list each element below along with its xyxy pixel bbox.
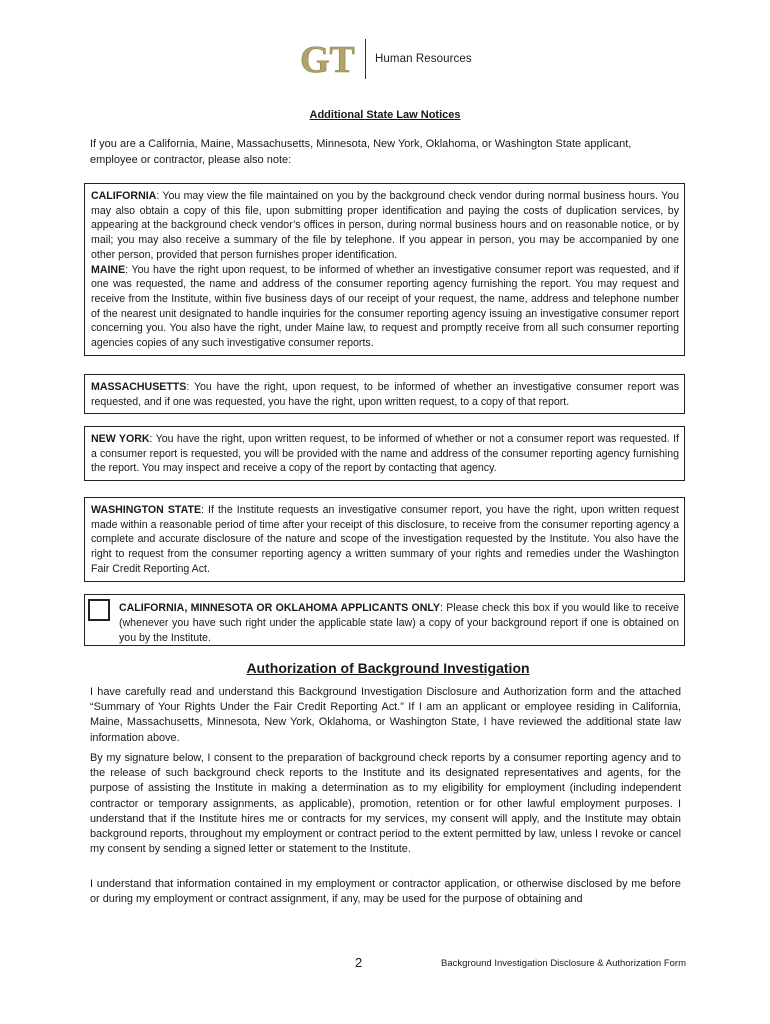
page-header [298, 38, 472, 80]
svg-text:GT: GT [300, 39, 355, 79]
california-maine-notice [84, 183, 685, 356]
footer-form-title: Background Investigation Disclosure & Authorization Form [441, 958, 687, 969]
maine-text: : You have the right upon request, to be informed of whether an investigative consumer report was requested, and if one was requested, the name and address of the consumer reporting agency furnishing the report. You may request and receive from the Institute, within five business days of our receipt of your request, the name, address and telephone number of the nearest unit designated to handle inquiries for the consumer reporting agency issuing an investigative consumer report concerning you. You also have the right, under Maine law, to request and promptly receive from all such consumer reporting agencies copies of any such investigative consumer reports. [91, 263, 679, 350]
new-york-text: : You have the right, upon written request, to be informed of whether or not a consumer report was requested. If a consumer report is requested, you will be provided with the name and address of the consumer reporting agency furnishing the report. You may inspect and receive a copy of the report by contacting that agency. [91, 433, 679, 475]
report-copy-text: : Please check this box if you would like to receive (whenever you have such right under the applicable state law) a copy of your background report if one is obtained on you by the Institute. [119, 602, 679, 644]
massachusetts-text: : You have the right, upon request, to be informed of whether an investigative consumer report was requested, and if one was requested, you have the right, upon written request, to a copy of that report. [91, 381, 679, 408]
washington-text: : If the Institute requests an investigative consumer report, you have the right, upon written request made within a reasonable period of time after your receipt of this disclosure, to receive from the consumer reporting agency a complete and accurate disclosure of the nature and scope of the investigation requested by the Institute. You also have the right to request from the consumer reporting agency a written summary of your rights and remedies under the Washington Fair Credit Reporting Act. [91, 504, 679, 575]
california-label: CALIFORNIA [91, 190, 157, 202]
authorization-title: Authorization of Background Investigation [246, 660, 530, 676]
report-copy-checkbox[interactable] [88, 599, 110, 621]
massachusetts-label: MASSACHUSETTS [91, 381, 187, 393]
page-number: 2 [355, 955, 363, 970]
maine-notice [91, 263, 679, 351]
notices-intro: If you are a California, Maine, Massachusetts, Minnesota, New York, Oklahoma, or Washington State applicant, employee or contractor, please also note: [90, 138, 632, 166]
maine-label: MAINE [91, 263, 126, 276]
authorization-paragraph-1: I have carefully read and understand this Background Investigation Disclosure and Authorization form and the attached “Summary of Your Rights Under the Fair Credit Reporting Act.” If I am an applicant or employee residing in California, Maine, Massachusetts, Minnesota, New York, Oklahoma, or Washington State, I have reviewed the additional state law information above. [90, 686, 681, 744]
massachusetts-notice [84, 374, 685, 414]
department-label: Human Resources [375, 53, 472, 65]
logo-divider [365, 39, 366, 79]
authorization-paragraph-2: By my signature below, I consent to the preparation of background check reports by a consumer reporting agency and to the release of such background check reports to the Institute and its designated representatives and agents, for the purpose of assisting the Institute in making a determination as to my eligibility for employment (including independent contractor or temporary assignments, as applicable), promotion, retention or for other lawful employment purposes. I understand that if the Institute hires me or contracts for my services, my consent will apply, and the Institute may obtain background reports, throughout my employment or contract period to the extent permitted by law, unless I revoke or cancel my consent by sending a signed letter or statement to the Institute. [90, 752, 681, 856]
new-york-label: NEW YORK [91, 433, 150, 445]
report-copy-request [84, 594, 685, 646]
california-text: : You may view the file maintained on you by the background check vendor during normal business hours. You may also obtain a copy of this file, upon submitting proper identification and paying the costs of duplication services, by appearing at the background check vendor’s offices in person, during normal business hours and on reasonable notice, or by mail; you may also receive a summary of the file by telephone. If you appear in person, you may be accompanied by one other person, provided that person furnishes proper identification. [91, 190, 679, 261]
washington-label: WASHINGTON STATE [91, 504, 202, 516]
notices-title: Additional State Law Notices [309, 109, 461, 121]
new-york-notice [84, 426, 685, 481]
report-copy-applicants: CALIFORNIA, MINNESOTA OR OKLAHOMA APPLICANTS ONLY [119, 602, 441, 614]
georgia-tech-logo [298, 39, 358, 79]
report-copy-label [119, 601, 679, 646]
washington-notice [84, 497, 685, 582]
authorization-paragraph-3: I understand that information contained in my employment or contractor application, or otherwise disclosed by me before or during my employment or contract assignment, if any, may be used for the purpose of obtaining and [90, 878, 681, 906]
california-notice [91, 189, 679, 263]
